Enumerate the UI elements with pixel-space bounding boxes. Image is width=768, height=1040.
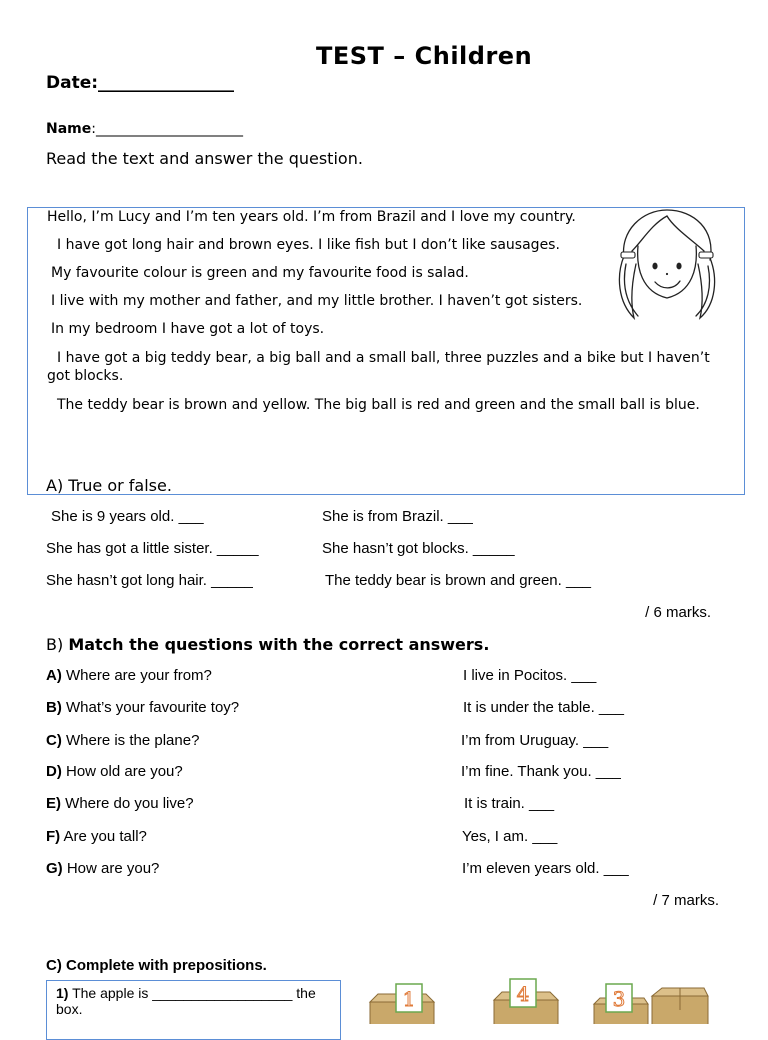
preposition-item-1[interactable]: 1) The apple is __________________ the box. [56,985,316,1017]
answer-6[interactable]: Yes, I am. ___ [462,828,558,845]
tf-item-5[interactable]: She hasn’t got long hair. _____ [46,572,253,589]
section-b-prefix: B) [46,635,69,654]
reading-line-3: My favourite colour is green and my favourite food is salad. [51,265,469,281]
tf-item-3[interactable]: She has got a little sister. _____ [46,540,259,557]
name-field[interactable] [46,121,243,137]
answer-1[interactable]: I live in Pocitos. ___ [463,667,597,684]
box-picture-1 [368,978,438,1024]
tf-item-4[interactable]: She hasn’t got blocks. _____ [322,540,515,557]
section-a-heading: A) True or false. [46,476,172,495]
reading-line-1: Hello, I’m Lucy and I’m ten years old. I’m from Brazil and I love my country. [47,209,576,225]
name-label: Name [46,121,92,137]
answer-4[interactable]: I’m fine. Thank you. ___ [461,763,621,780]
box-picture-2 [492,976,562,1024]
reading-line-5: In my bedroom I have got a lot of toys. [51,321,325,337]
tf-item-1[interactable]: She is 9 years old. ___ [51,508,204,525]
question-e: E) Where do you live? [46,795,194,812]
card-number-2: 4 [516,982,530,1006]
question-c: C) Where is the plane? [46,732,200,749]
section-b-heading [46,635,489,654]
question-d: D) How old are you? [46,763,183,780]
name-blank[interactable]: :_____________________ [91,121,243,137]
card-number-1: 1 [402,987,416,1011]
answer-2[interactable]: It is under the table. ___ [463,699,624,716]
answer-7[interactable]: I’m eleven years old. ___ [462,860,629,877]
instruction: Read the text and answer the question. [46,149,363,168]
question-f: F) Are you tall? [46,828,147,845]
tf-item-2[interactable]: She is from Brazil. ___ [322,508,473,525]
section-c-heading: C) Complete with prepositions. [46,957,267,974]
reading-line-4: I live with my mother and father, and my little brother. I haven’t got sisters. [51,293,583,309]
tf-item-6[interactable]: The teddy bear is brown and green. ___ [325,572,592,589]
date-field[interactable]: Date:________________ [46,73,235,93]
reading-line-2: I have got long hair and brown eyes. I like fish but I don’t like sausages. [57,237,560,253]
question-g: G) How are you? [46,860,160,877]
section-b-marks: / 7 marks. [653,892,719,909]
box-picture-3 [592,980,712,1024]
section-b-title: Match the questions with the correct answers. [68,635,490,654]
question-a: A) Where are your from? [46,667,212,684]
reading-line-7: The teddy bear is brown and yellow. The big ball is red and green and the small ball is blue. [57,397,700,413]
question-b: B) What’s your favourite toy? [46,699,240,716]
section-a-marks: / 6 marks. [645,604,711,621]
girl-face-illustration [612,206,722,328]
page-title: TEST – Children [316,42,533,70]
answer-5[interactable]: It is train. ___ [464,795,555,812]
reading-line-6: I have got a big teddy bear, a big ball and a small ball, three puzzles and a bike but I haven’t got blocks. [47,350,710,384]
answer-3[interactable]: I’m from Uruguay. ___ [461,732,609,749]
card-number-3: 3 [612,987,626,1011]
